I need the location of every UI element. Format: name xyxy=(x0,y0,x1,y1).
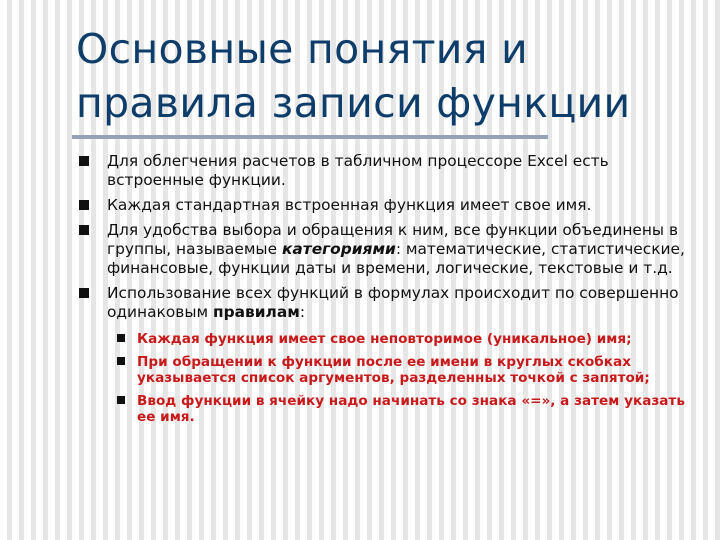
rule-text: Каждая функция имеет свое неповторимое (уникальное) имя; xyxy=(137,331,632,347)
bullet-emphasis: правилам xyxy=(213,303,300,321)
square-bullet-icon xyxy=(117,357,125,365)
bullet-item-2 xyxy=(78,196,708,215)
square-bullet-icon xyxy=(79,288,89,298)
rule-item-3 xyxy=(115,393,708,426)
square-bullet-icon xyxy=(117,334,125,342)
bullet-item-3 xyxy=(78,221,708,278)
rule-text: Ввод функции в ячейку надо начинать со знака «=», а затем указать ее имя. xyxy=(137,392,685,425)
bullet-text: Для облегчения расчетов в табличном процессоре Excel есть встроенные функции. xyxy=(107,152,609,189)
bullet-text: : xyxy=(299,303,305,321)
square-bullet-icon xyxy=(79,225,89,235)
title-underline xyxy=(72,135,548,139)
slide-title xyxy=(76,22,706,130)
slide-title-line-1: Основные понятия и xyxy=(76,25,528,73)
bullet-text: Использование всех функций в формулах происходит по совершенно одинаковым xyxy=(107,284,679,321)
bullet-emphasis: категориями xyxy=(281,240,396,258)
bullet-text: Для удобства выбора и обращения к ним, все функции объединены в группы, называемые xyxy=(107,221,679,258)
rules-list xyxy=(115,331,708,426)
square-bullet-icon xyxy=(79,156,89,166)
rule-item-2 xyxy=(115,354,708,387)
bullet-item-1 xyxy=(78,152,708,190)
bullet-list xyxy=(78,152,708,426)
rule-item-1 xyxy=(115,331,708,348)
square-bullet-icon xyxy=(79,200,89,210)
rule-text: При обращении к функции после ее имени в круглых скобках указывается список аргументов, разделенных точкой с запятой; xyxy=(137,353,650,386)
bullet-text: Каждая стандартная встроенная функция имеет свое имя. xyxy=(107,196,592,214)
bullet-text: : математические, статистические, финансовые, функции даты и времени, логические, текстовые и т.д. xyxy=(107,240,685,277)
slide-title-line-2: правила записи функции xyxy=(76,79,631,127)
bullet-item-4 xyxy=(78,284,708,426)
slide-content xyxy=(78,152,708,432)
square-bullet-icon xyxy=(117,396,125,404)
